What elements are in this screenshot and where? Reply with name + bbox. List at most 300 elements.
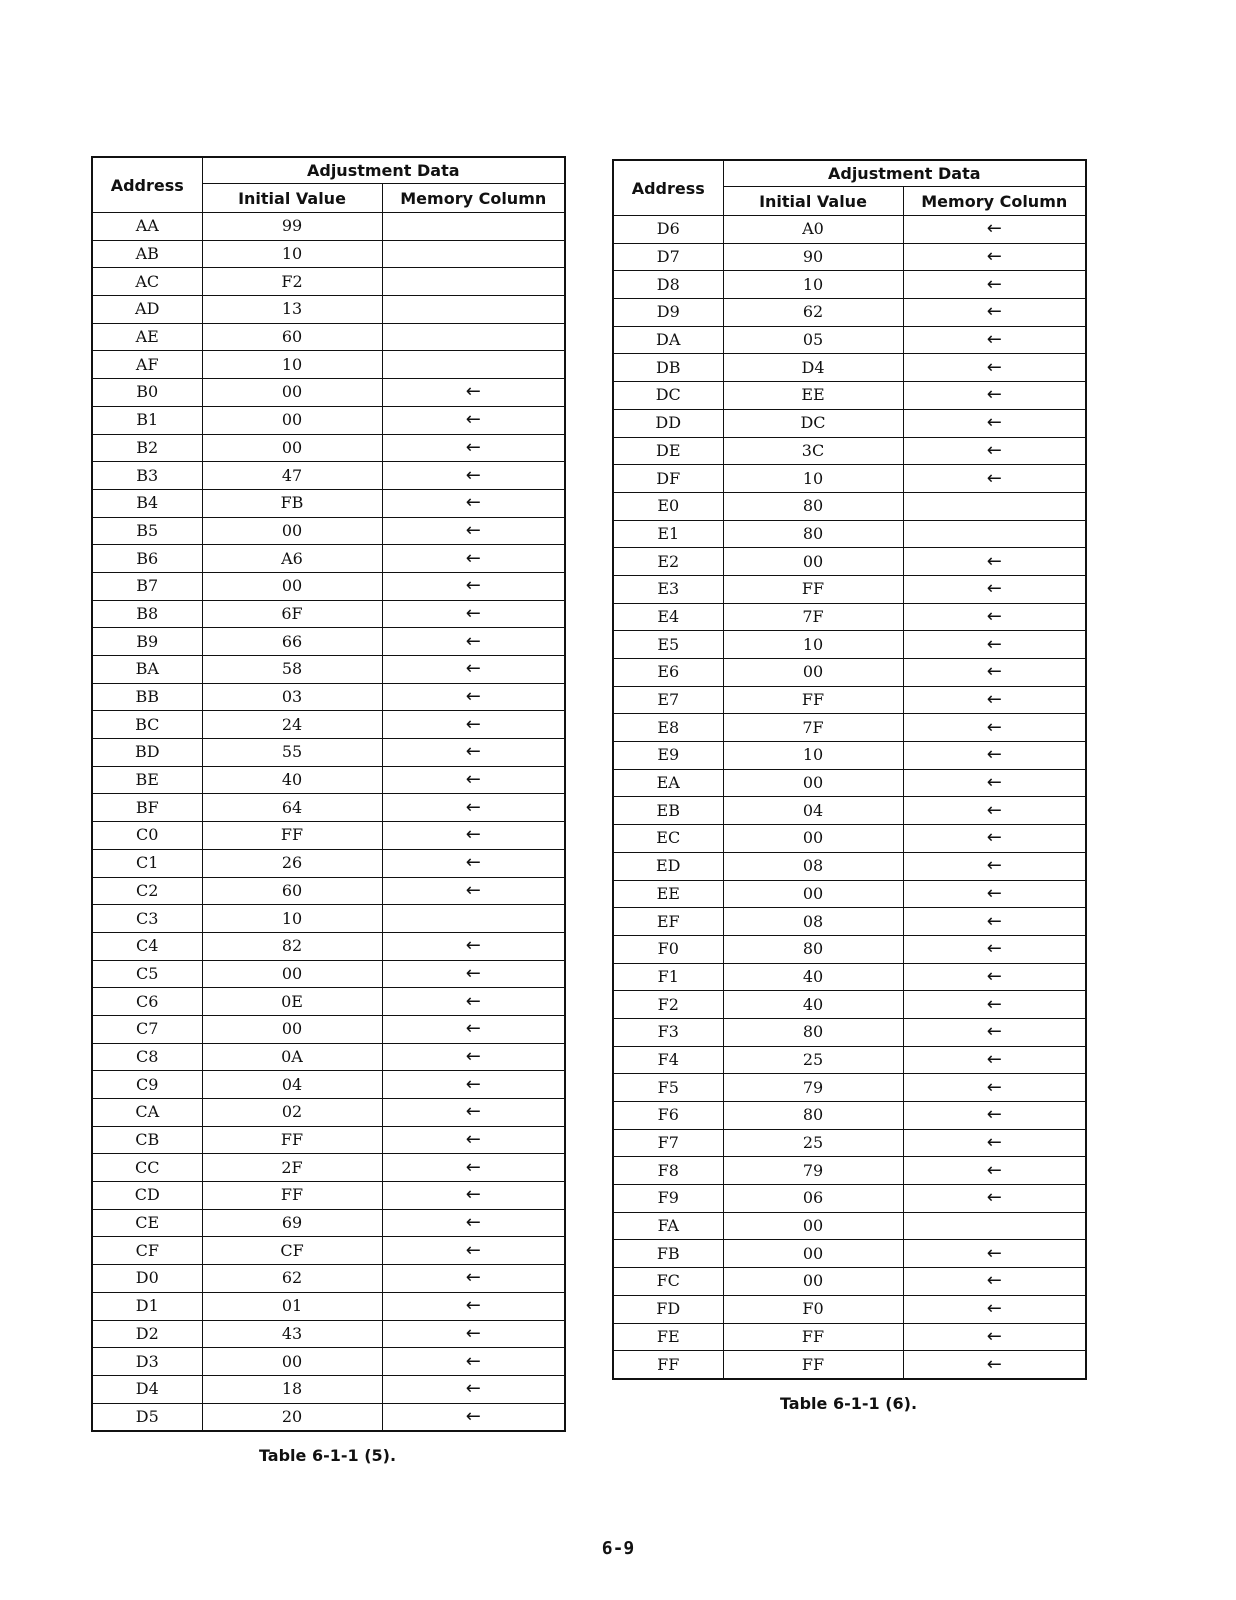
memory-column-cell: ←: [382, 656, 565, 684]
address-cell: DB: [613, 354, 723, 382]
table-row: [613, 326, 1086, 354]
initial-value-cell: 7F: [723, 714, 903, 742]
table-row: [613, 797, 1086, 825]
table-row: [613, 1102, 1086, 1130]
memory-column-cell: ←: [903, 603, 1086, 631]
address-cell: B0: [92, 379, 202, 407]
table-row: [92, 766, 565, 794]
memory-column-cell: ←: [903, 437, 1086, 465]
address-cell: D6: [613, 216, 723, 244]
initial-value-cell: 40: [723, 991, 903, 1019]
memory-column-cell: ←: [903, 714, 1086, 742]
table-row: [613, 1018, 1086, 1046]
initial-value-cell: 82: [202, 932, 382, 960]
table-row: [92, 600, 565, 628]
initial-value-cell: CF: [202, 1237, 382, 1265]
memory-column-cell: ←: [903, 1074, 1086, 1102]
address-cell: AC: [92, 268, 202, 296]
initial-value-cell: 04: [202, 1071, 382, 1099]
address-cell: E5: [613, 631, 723, 659]
table-row: [613, 1268, 1086, 1296]
table-row: [613, 908, 1086, 936]
initial-value-header: Initial Value: [723, 187, 903, 216]
initial-value-cell: FF: [202, 1182, 382, 1210]
memory-column-cell: ←: [903, 1102, 1086, 1130]
initial-value-cell: EE: [723, 382, 903, 410]
initial-value-cell: 43: [202, 1320, 382, 1348]
initial-value-cell: 00: [202, 960, 382, 988]
memory-column-cell: ←: [903, 548, 1086, 576]
table-row: [613, 243, 1086, 271]
address-cell: DD: [613, 409, 723, 437]
address-cell: F5: [613, 1074, 723, 1102]
initial-value-cell: 2F: [202, 1154, 382, 1182]
memory-column-cell: ←: [382, 1154, 565, 1182]
address-cell: FD: [613, 1295, 723, 1323]
initial-value-cell: 66: [202, 628, 382, 656]
address-cell: F2: [613, 991, 723, 1019]
adjustment-data-header: Adjustment Data: [202, 157, 565, 184]
initial-value-cell: 25: [723, 1046, 903, 1074]
address-cell: FA: [613, 1212, 723, 1240]
initial-value-cell: 69: [202, 1209, 382, 1237]
memory-column-cell: ←: [903, 825, 1086, 853]
table-row: [92, 1292, 565, 1320]
memory-column-cell: ←: [382, 1320, 565, 1348]
address-cell: E4: [613, 603, 723, 631]
address-cell: F7: [613, 1129, 723, 1157]
table-row: [613, 963, 1086, 991]
initial-value-cell: 25: [723, 1129, 903, 1157]
table-row: [613, 603, 1086, 631]
address-cell: F3: [613, 1018, 723, 1046]
memory-column-cell: ←: [382, 517, 565, 545]
table-row: [613, 1212, 1086, 1240]
table-row: [92, 1099, 565, 1127]
table-row: [92, 877, 565, 905]
memory-column-cell: ←: [382, 1292, 565, 1320]
initial-value-header: Initial Value: [202, 184, 382, 213]
table-row: [613, 520, 1086, 548]
initial-value-cell: 00: [723, 825, 903, 853]
table-row: [92, 683, 565, 711]
initial-value-cell: 40: [723, 963, 903, 991]
initial-value-cell: 0A: [202, 1043, 382, 1071]
table-caption: Table 6-1-1 (6).: [779, 1393, 918, 1413]
initial-value-cell: 79: [723, 1074, 903, 1102]
table-row: [92, 1154, 565, 1182]
table-row: [92, 628, 565, 656]
address-cell: AE: [92, 323, 202, 351]
memory-column-cell: [903, 492, 1086, 520]
initial-value-cell: 10: [202, 351, 382, 379]
memory-column-cell: ←: [903, 1295, 1086, 1323]
address-cell: B2: [92, 434, 202, 462]
initial-value-cell: FF: [202, 1126, 382, 1154]
initial-value-cell: 00: [723, 659, 903, 687]
address-cell: CB: [92, 1126, 202, 1154]
memory-column-cell: ←: [903, 1185, 1086, 1213]
table-row: [92, 988, 565, 1016]
address-cell: F4: [613, 1046, 723, 1074]
memory-column-cell: ←: [903, 742, 1086, 770]
table-body: [92, 213, 565, 1432]
address-cell: EF: [613, 908, 723, 936]
memory-column-header: Memory Column: [903, 187, 1086, 216]
table-row: [92, 268, 565, 296]
address-cell: EA: [613, 769, 723, 797]
table-row: [613, 437, 1086, 465]
table-row: [92, 739, 565, 767]
address-cell: F9: [613, 1185, 723, 1213]
table-caption: Table 6-1-1 (5).: [258, 1446, 397, 1466]
address-cell: F0: [613, 935, 723, 963]
initial-value-cell: 08: [723, 852, 903, 880]
initial-value-cell: 00: [202, 434, 382, 462]
initial-value-cell: 58: [202, 656, 382, 684]
address-cell: C1: [92, 849, 202, 877]
table-row: [613, 271, 1086, 299]
table-row: [92, 213, 565, 241]
address-cell: E2: [613, 548, 723, 576]
table-row: [92, 1320, 565, 1348]
memory-column-cell: ←: [382, 462, 565, 490]
address-cell: FE: [613, 1323, 723, 1351]
table-row: [613, 880, 1086, 908]
memory-column-cell: ←: [903, 1268, 1086, 1296]
address-cell: E8: [613, 714, 723, 742]
memory-column-cell: ←: [903, 631, 1086, 659]
initial-value-cell: 7F: [723, 603, 903, 631]
table-row: [92, 1209, 565, 1237]
initial-value-cell: 01: [202, 1292, 382, 1320]
memory-column-cell: ←: [382, 489, 565, 517]
memory-column-cell: ←: [382, 1375, 565, 1403]
address-cell: ED: [613, 852, 723, 880]
address-cell: C9: [92, 1071, 202, 1099]
address-cell: D2: [92, 1320, 202, 1348]
initial-value-cell: 60: [202, 877, 382, 905]
initial-value-cell: 00: [723, 1240, 903, 1268]
table-row: [613, 1129, 1086, 1157]
address-cell: C3: [92, 905, 202, 933]
initial-value-cell: 10: [202, 240, 382, 268]
address-cell: EE: [613, 880, 723, 908]
memory-column-cell: ←: [382, 600, 565, 628]
address-cell: E7: [613, 686, 723, 714]
initial-value-cell: 3C: [723, 437, 903, 465]
table-row: [613, 409, 1086, 437]
memory-column-cell: [903, 1212, 1086, 1240]
memory-column-cell: ←: [382, 1265, 565, 1293]
memory-column-cell: ←: [382, 1043, 565, 1071]
memory-column-cell: ←: [382, 628, 565, 656]
memory-column-cell: ←: [903, 326, 1086, 354]
initial-value-cell: 60: [202, 323, 382, 351]
memory-column-cell: ←: [382, 739, 565, 767]
address-cell: B3: [92, 462, 202, 490]
memory-column-cell: ←: [382, 683, 565, 711]
memory-column-cell: ←: [903, 991, 1086, 1019]
address-cell: B5: [92, 517, 202, 545]
memory-column-cell: ←: [903, 1351, 1086, 1379]
table-row: [92, 323, 565, 351]
initial-value-cell: FF: [723, 575, 903, 603]
table-body: [613, 216, 1086, 1379]
adjustment-table-6: [612, 159, 1087, 1380]
table-row: [613, 548, 1086, 576]
table-row: [613, 742, 1086, 770]
address-cell: F1: [613, 963, 723, 991]
memory-column-cell: ←: [382, 1099, 565, 1127]
memory-column-cell: ←: [903, 409, 1086, 437]
initial-value-cell: 0E: [202, 988, 382, 1016]
memory-column-cell: ←: [382, 1071, 565, 1099]
initial-value-cell: 00: [723, 880, 903, 908]
table-row: [92, 572, 565, 600]
table-row: [92, 462, 565, 490]
initial-value-cell: 62: [723, 299, 903, 327]
memory-column-cell: ←: [382, 1182, 565, 1210]
table-row: [92, 905, 565, 933]
address-cell: CC: [92, 1154, 202, 1182]
table-row: [92, 1403, 565, 1431]
table-row: [613, 659, 1086, 687]
table-row: [613, 1185, 1086, 1213]
address-cell: B9: [92, 628, 202, 656]
table-row: [92, 711, 565, 739]
initial-value-cell: 00: [202, 572, 382, 600]
page-number: 6-9: [601, 1538, 635, 1559]
memory-column-cell: ←: [382, 932, 565, 960]
memory-column-cell: ←: [903, 686, 1086, 714]
address-cell: FC: [613, 1268, 723, 1296]
table-row: [92, 656, 565, 684]
address-cell: E6: [613, 659, 723, 687]
initial-value-cell: 64: [202, 794, 382, 822]
table-row: [92, 434, 565, 462]
memory-column-cell: ←: [382, 379, 565, 407]
memory-column-cell: ←: [382, 822, 565, 850]
table-row: [613, 1295, 1086, 1323]
table-row: [92, 1265, 565, 1293]
memory-column-cell: [382, 268, 565, 296]
memory-column-cell: ←: [903, 1018, 1086, 1046]
initial-value-cell: 00: [723, 769, 903, 797]
address-cell: DE: [613, 437, 723, 465]
table-row: [613, 935, 1086, 963]
table-row: [92, 1043, 565, 1071]
address-cell: DF: [613, 465, 723, 493]
memory-column-cell: ←: [903, 216, 1086, 244]
memory-column-cell: ←: [382, 1015, 565, 1043]
initial-value-cell: D4: [723, 354, 903, 382]
table-row: [92, 489, 565, 517]
memory-column-cell: ←: [382, 572, 565, 600]
initial-value-cell: 55: [202, 739, 382, 767]
table-row: [92, 517, 565, 545]
address-cell: B8: [92, 600, 202, 628]
table-row: [613, 769, 1086, 797]
memory-column-cell: ←: [903, 299, 1086, 327]
table-row: [613, 1351, 1086, 1379]
initial-value-cell: 00: [202, 517, 382, 545]
memory-column-cell: ←: [903, 659, 1086, 687]
address-cell: B1: [92, 406, 202, 434]
table-row: [613, 1074, 1086, 1102]
initial-value-cell: 10: [202, 905, 382, 933]
adjustment-table-5-container: [91, 156, 564, 1465]
table-row: [613, 631, 1086, 659]
table-row: [92, 545, 565, 573]
address-cell: B7: [92, 572, 202, 600]
table-row: [613, 686, 1086, 714]
address-cell: BD: [92, 739, 202, 767]
initial-value-cell: 00: [202, 379, 382, 407]
address-cell: FF: [613, 1351, 723, 1379]
initial-value-cell: F2: [202, 268, 382, 296]
memory-column-cell: ←: [903, 935, 1086, 963]
memory-column-cell: [382, 240, 565, 268]
table-row: [613, 575, 1086, 603]
address-cell: AA: [92, 213, 202, 241]
memory-column-header: Memory Column: [382, 184, 565, 213]
table-row: [92, 932, 565, 960]
initial-value-cell: 99: [202, 213, 382, 241]
initial-value-cell: 00: [202, 1348, 382, 1376]
initial-value-cell: 13: [202, 296, 382, 324]
table-row: [613, 1323, 1086, 1351]
table-row: [92, 1237, 565, 1265]
address-cell: CF: [92, 1237, 202, 1265]
table-row: [613, 492, 1086, 520]
memory-column-cell: ←: [903, 465, 1086, 493]
memory-column-cell: ←: [382, 988, 565, 1016]
initial-value-cell: FF: [723, 1323, 903, 1351]
address-cell: C2: [92, 877, 202, 905]
address-cell: CA: [92, 1099, 202, 1127]
address-cell: C5: [92, 960, 202, 988]
memory-column-cell: ←: [382, 434, 565, 462]
table-row: [92, 822, 565, 850]
memory-column-cell: ←: [382, 1348, 565, 1376]
initial-value-cell: A0: [723, 216, 903, 244]
table-row: [92, 1126, 565, 1154]
address-cell: CE: [92, 1209, 202, 1237]
table-row: [613, 299, 1086, 327]
table-row: [92, 406, 565, 434]
memory-column-cell: ←: [903, 1323, 1086, 1351]
table-row: [613, 991, 1086, 1019]
table-row: [92, 1182, 565, 1210]
memory-column-cell: ←: [382, 794, 565, 822]
initial-value-cell: 05: [723, 326, 903, 354]
address-cell: CD: [92, 1182, 202, 1210]
table-row: [613, 1046, 1086, 1074]
memory-column-cell: ←: [903, 880, 1086, 908]
table-row: [92, 296, 565, 324]
memory-column-cell: ←: [903, 382, 1086, 410]
memory-column-cell: ←: [382, 877, 565, 905]
memory-column-cell: ←: [903, 271, 1086, 299]
memory-column-cell: ←: [903, 797, 1086, 825]
initial-value-cell: FB: [202, 489, 382, 517]
initial-value-cell: 80: [723, 1018, 903, 1046]
initial-value-cell: 00: [202, 1015, 382, 1043]
initial-value-cell: 02: [202, 1099, 382, 1127]
memory-column-cell: ←: [903, 243, 1086, 271]
address-cell: EC: [613, 825, 723, 853]
initial-value-cell: F0: [723, 1295, 903, 1323]
memory-column-cell: [382, 213, 565, 241]
adjustment-table-6-container: [612, 159, 1085, 1413]
table-row: [613, 825, 1086, 853]
initial-value-cell: 10: [723, 631, 903, 659]
table-row: [92, 1375, 565, 1403]
memory-column-cell: ←: [903, 1046, 1086, 1074]
address-cell: B6: [92, 545, 202, 573]
initial-value-cell: FF: [723, 1351, 903, 1379]
memory-column-cell: ←: [903, 852, 1086, 880]
initial-value-cell: 79: [723, 1157, 903, 1185]
initial-value-cell: 90: [723, 243, 903, 271]
table-row: [613, 382, 1086, 410]
initial-value-cell: 04: [723, 797, 903, 825]
initial-value-cell: 20: [202, 1403, 382, 1431]
address-cell: FB: [613, 1240, 723, 1268]
table-row: [92, 351, 565, 379]
initial-value-cell: 10: [723, 271, 903, 299]
initial-value-cell: 6F: [202, 600, 382, 628]
initial-value-cell: FF: [723, 686, 903, 714]
initial-value-cell: 26: [202, 849, 382, 877]
address-cell: C7: [92, 1015, 202, 1043]
initial-value-cell: 62: [202, 1265, 382, 1293]
memory-column-cell: ←: [382, 1403, 565, 1431]
memory-column-cell: ←: [382, 1209, 565, 1237]
table-row: [613, 714, 1086, 742]
memory-column-cell: [382, 296, 565, 324]
table-row: [613, 852, 1086, 880]
memory-column-cell: ←: [382, 1237, 565, 1265]
address-header: Address: [92, 157, 202, 213]
memory-column-cell: [382, 351, 565, 379]
address-cell: D1: [92, 1292, 202, 1320]
memory-column-cell: [382, 905, 565, 933]
initial-value-cell: 80: [723, 520, 903, 548]
address-cell: C6: [92, 988, 202, 1016]
memory-column-cell: ←: [903, 963, 1086, 991]
address-cell: E1: [613, 520, 723, 548]
table-row: [92, 1348, 565, 1376]
table-row: [613, 1240, 1086, 1268]
memory-column-cell: ←: [903, 908, 1086, 936]
memory-column-cell: ←: [382, 766, 565, 794]
address-cell: C8: [92, 1043, 202, 1071]
address-cell: AF: [92, 351, 202, 379]
initial-value-cell: 80: [723, 935, 903, 963]
table-row: [92, 960, 565, 988]
memory-column-cell: ←: [382, 711, 565, 739]
address-cell: BE: [92, 766, 202, 794]
memory-column-cell: [382, 323, 565, 351]
address-cell: E9: [613, 742, 723, 770]
address-cell: BF: [92, 794, 202, 822]
address-cell: AB: [92, 240, 202, 268]
initial-value-cell: 00: [202, 406, 382, 434]
table-row: [92, 794, 565, 822]
initial-value-cell: 08: [723, 908, 903, 936]
